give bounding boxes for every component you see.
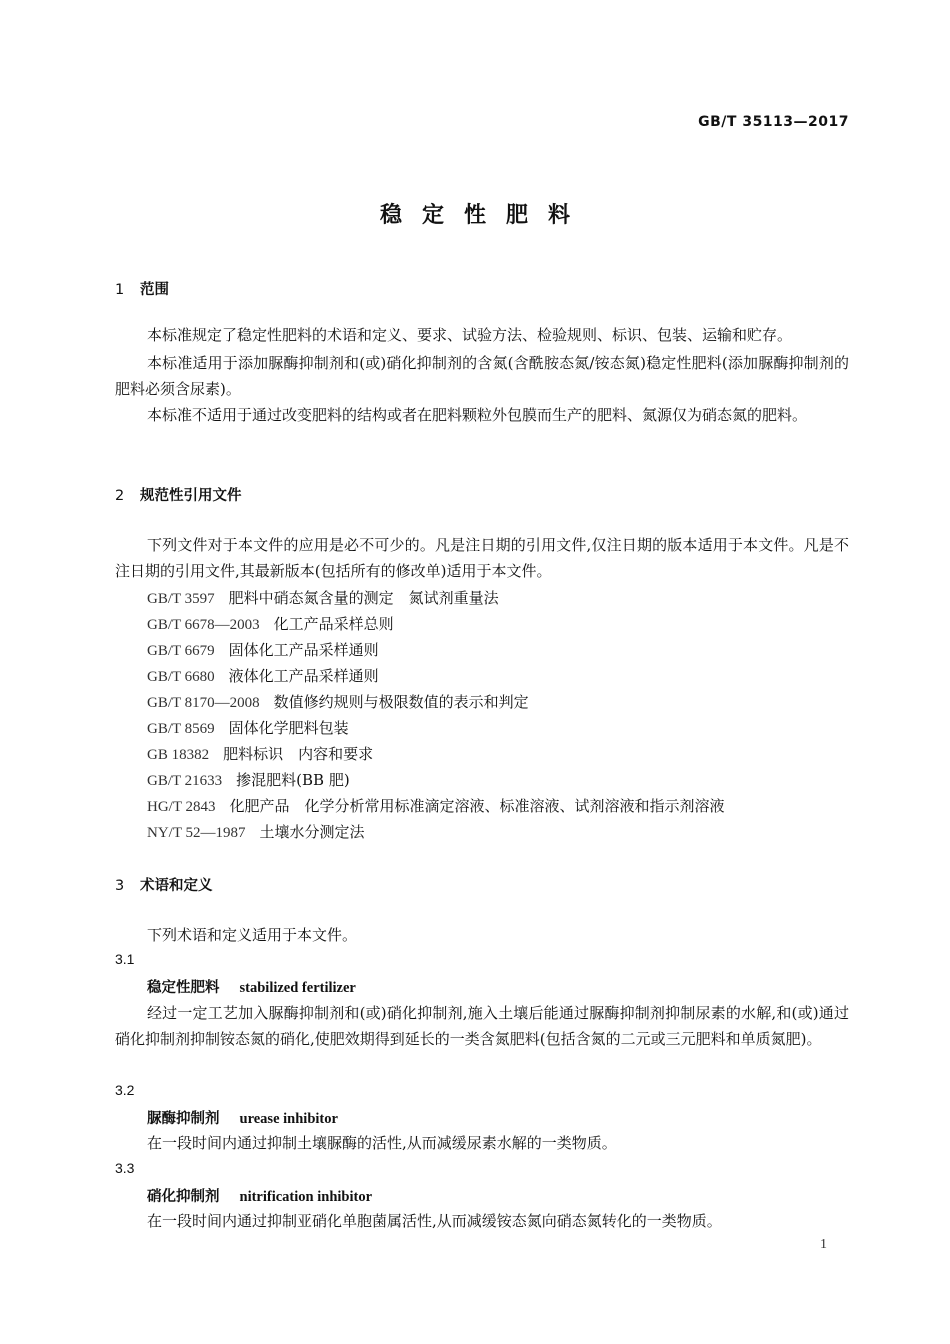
term-definition: 在一段时间内通过抑制土壤脲酶的活性,从而减缓尿素水解的一类物质。 [147,1134,617,1152]
reference-code: NY/T 52—1987 [147,825,246,841]
section-title: 术语和定义 [140,878,213,894]
document-title: 稳定性肥料 [379,203,590,228]
reference-code: GB/T 6678—2003 [147,617,260,633]
term-number: 3.3 [115,1160,135,1176]
term-definition: 经过一定工艺加入脲酶抑制剂和(或)硝化抑制剂,施入土壤后能通过脲酶抑制剂抑制尿素的水解,和(或)通过硝化抑制剂抑制铵态氮的硝化,使肥效期得到延长的一类含氮肥料(包括含氮的二元或三元肥料和单质氮肥)。 [115,1004,849,1048]
scope-paragraph-3: 本标准不适用于通过改变肥料的结构或者在肥料颗粒外包膜而生产的肥料、氮源仅为硝态氮的肥料。 [147,406,808,424]
reference-item [147,795,725,816]
reference-title: 肥料中硝态氮含量的测定 氮试剂重量法 [228,589,499,607]
reference-item [147,743,373,764]
reference-item [147,587,499,608]
section-number: 3 [115,878,125,894]
reference-code: GB/T 8170—2008 [147,695,260,711]
term-heading [147,1107,338,1128]
page-number: 1 [820,1237,827,1252]
section-heading-scope [115,278,169,299]
reference-title: 土壤水分测定法 [259,823,365,841]
section-number: 2 [115,488,125,504]
reference-code: GB/T 8569 [147,721,215,737]
reference-title: 固体化学肥料包装 [228,719,349,737]
refs-intro: 下列文件对于本文件的应用是必不可少的。凡是注日期的引用文件,仅注日期的版本适用于本文件。凡是不注日期的引用文件,其最新版本(包括所有的修改单)适用于本文件。 [115,536,849,580]
term-en: urease inhibitor [239,1111,338,1127]
reference-title: 掺混肥料(BB 肥) [236,771,350,789]
reference-code: GB/T 6680 [147,669,215,685]
section-title: 规范性引用文件 [140,488,242,504]
reference-code: GB/T 21633 [147,773,223,789]
section-title: 范围 [140,282,169,298]
reference-title: 肥料标识 内容和要求 [223,745,374,763]
reference-title: 化工产品采样总则 [273,615,394,633]
term-heading [147,976,356,997]
reference-code: HG/T 2843 [147,799,216,815]
reference-item [147,717,349,738]
term-zh: 稳定性肥料 [147,980,220,996]
term-definition: 在一段时间内通过抑制亚硝化单胞菌属活性,从而减缓铵态氮向硝态氮转化的一类物质。 [147,1212,722,1230]
term-zh: 脲酶抑制剂 [147,1111,220,1127]
reference-code: GB/T 3597 [147,591,215,607]
scope-paragraph-2: 本标准适用于添加脲酶抑制剂和(或)硝化抑制剂的含氮(含酰胺态氮/铵态氮)稳定性肥料(添加脲酶抑制剂的肥料必须含尿素)。 [115,354,849,398]
terms-intro: 下列术语和定义适用于本文件。 [147,926,358,944]
reference-item [147,665,379,686]
reference-title: 液体化工产品采样通则 [228,667,379,685]
term-number: 3.2 [115,1082,135,1098]
term-zh: 硝化抑制剂 [147,1189,220,1205]
reference-item [147,639,379,660]
scope-paragraph-1: 本标准规定了稳定性肥料的术语和定义、要求、试验方法、检验规则、标识、包装、运输和贮存。 [147,326,793,344]
reference-item [147,613,394,634]
section-number: 1 [115,282,125,298]
reference-code: GB/T 6679 [147,643,215,659]
reference-item [147,691,529,712]
reference-item [147,769,350,790]
standard-code: GB/T 35113—2017 [698,114,849,130]
reference-title: 数值修约规则与极限数值的表示和判定 [273,693,529,711]
reference-code: GB 18382 [147,747,210,763]
term-en: nitrification inhibitor [239,1189,373,1205]
term-heading [147,1185,372,1206]
term-number: 3.1 [115,951,135,967]
reference-title: 化肥产品 化学分析常用标准滴定溶液、标准溶液、试剂溶液和指示剂溶液 [229,797,725,815]
reference-title: 固体化工产品采样通则 [228,641,379,659]
section-heading-normative-refs [115,484,242,505]
term-en: stabilized fertilizer [239,980,356,996]
section-heading-terms [115,874,213,895]
reference-item [147,821,365,842]
